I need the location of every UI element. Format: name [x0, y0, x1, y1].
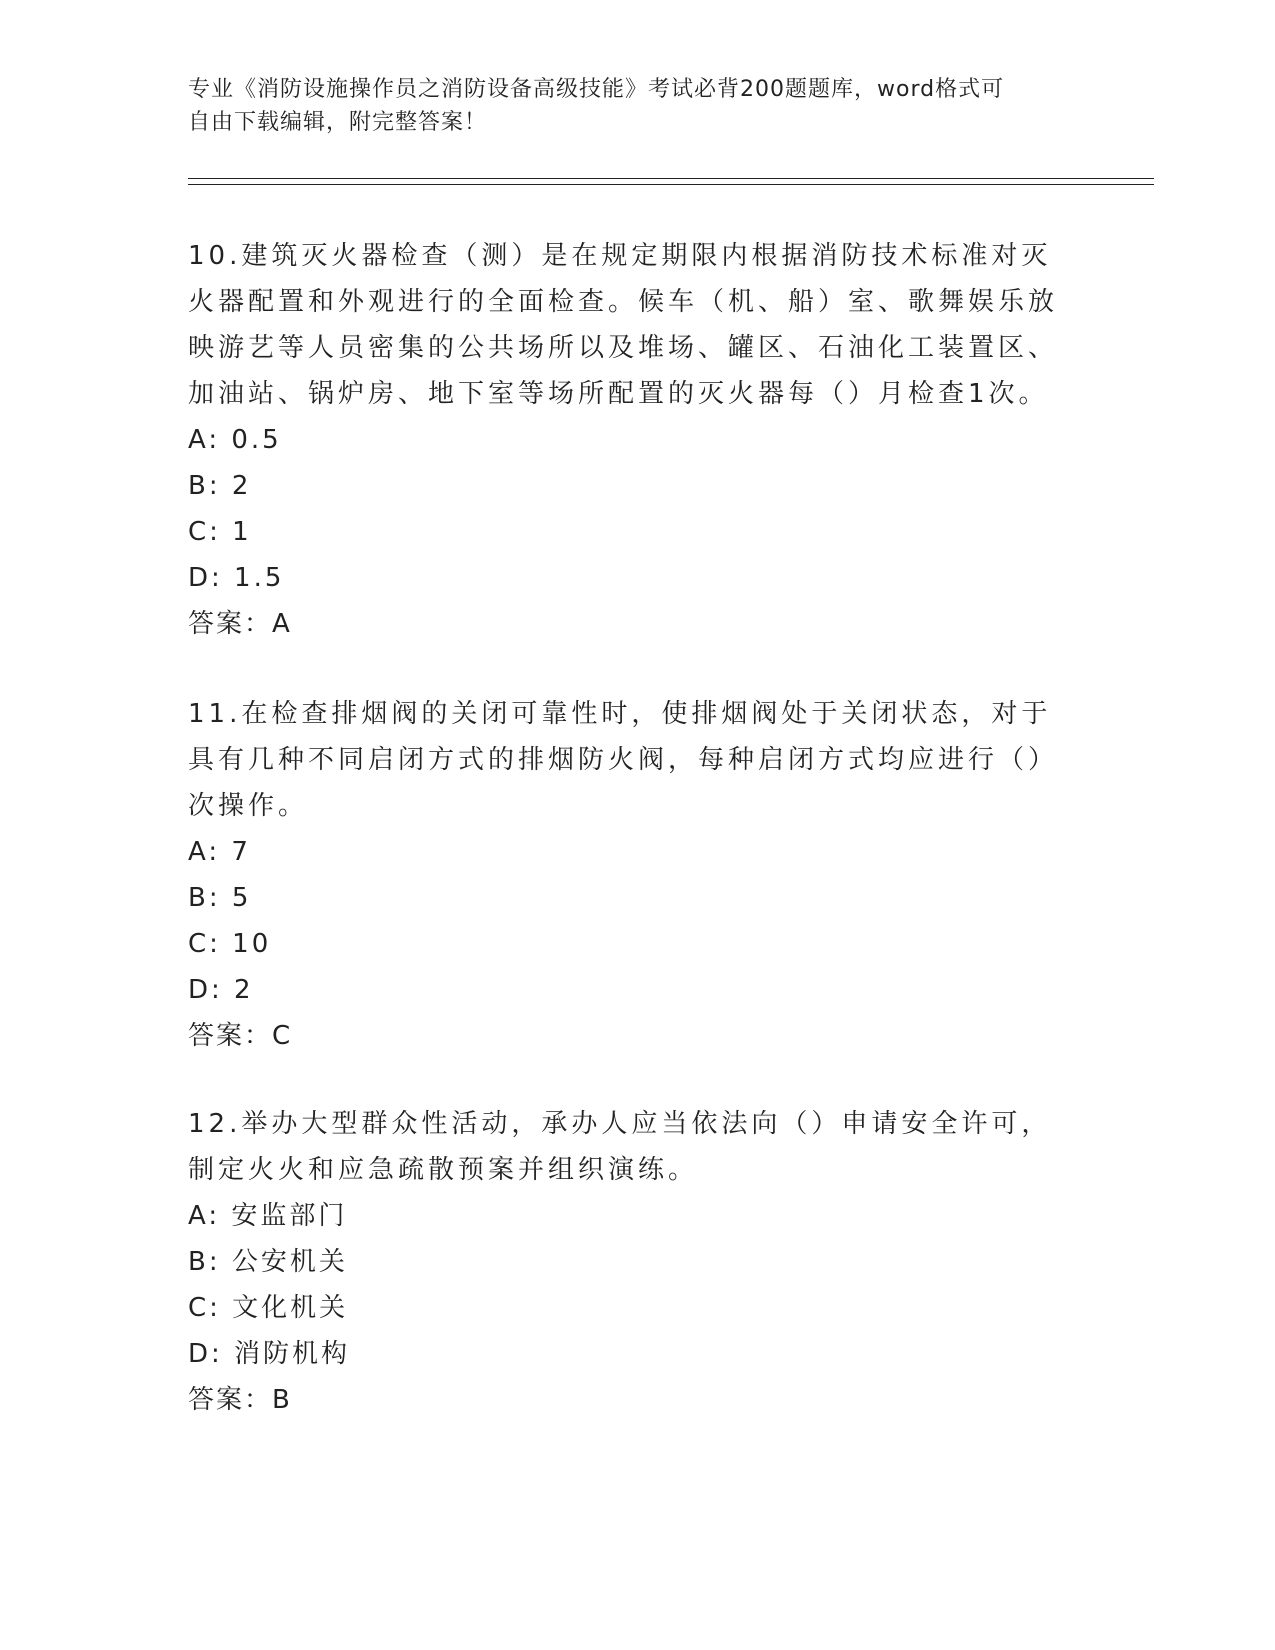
option-d: D: 1.5 [188, 563, 285, 593]
option-a: A: 7 [188, 837, 251, 867]
option-a: A: 0.5 [188, 425, 282, 455]
question-10 [188, 233, 1078, 647]
question-text: 11.在检查排烟阀的关闭可靠性时，使排烟阀处于关闭状态，对于具有几种不同启闭方式的排烟防火阀，每种启闭方式均应进行（）次操作。 [188, 699, 1059, 821]
option-b: B: 2 [188, 471, 252, 501]
document-header [188, 73, 1068, 139]
question-12 [188, 1101, 1078, 1423]
option-b: B: 公安机关 [188, 1247, 348, 1277]
header-line-2: 自由下载编辑，附完整答案！ [188, 110, 488, 135]
question-text: 10.建筑灭火器检查（测）是在规定期限内根据消防技术标准对灭火器配置和外观进行的全面检查。候车（机、船）室、歌舞娱乐放映游艺等人员密集的公共场所以及堆场、罐区、石油化工装置区、加油站、锅炉房、地下室等场所配置的灭火器每（）月检查1次。 [188, 241, 1059, 409]
answer: 答案：B [188, 1385, 292, 1415]
option-c: C: 文化机关 [188, 1293, 349, 1323]
answer: 答案：A [188, 609, 292, 639]
question-text: 12.举办大型群众性活动，承办人应当依法向（）申请安全许可，制定火火和应急疏散预案并组织演练。 [188, 1109, 1052, 1185]
header-double-rule [188, 178, 1154, 185]
answer: 答案：C [188, 1021, 293, 1051]
header-line-1: 专业《消防设施操作员之消防设备高级技能》考试必背200题题库，word格式可 [188, 77, 1005, 102]
option-c: C: 1 [188, 517, 252, 547]
option-d: D: 消防机构 [188, 1339, 351, 1369]
option-a: A: 安监部门 [188, 1201, 348, 1231]
option-b: B: 5 [188, 883, 252, 913]
question-11 [188, 691, 1078, 1059]
option-c: C: 10 [188, 929, 272, 959]
option-d: D: 2 [188, 975, 254, 1005]
